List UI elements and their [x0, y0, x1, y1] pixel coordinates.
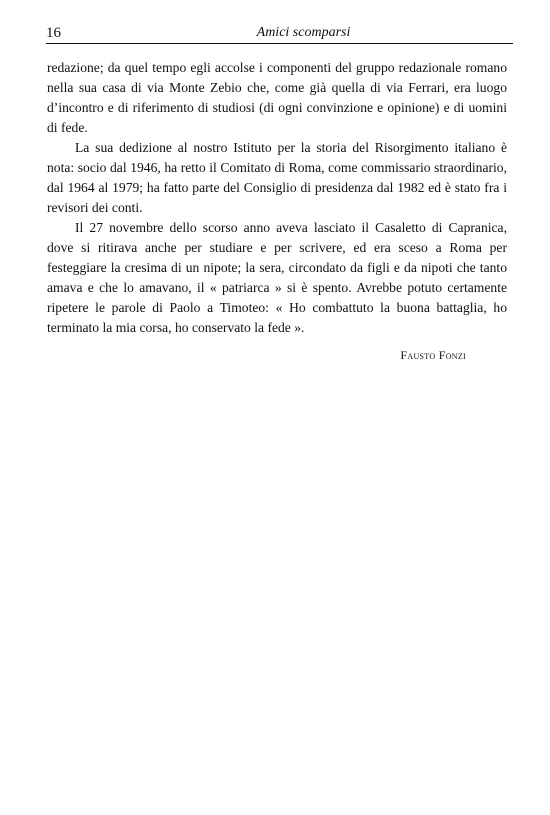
paragraph-2: La sua dedizione al nostro Istituto per la storia del Risorgimento italiano è nota: socio dal 1946, ha retto il Comitato di Roma, come commissario straordinario, dal 1964 al 1979; ha fatto parte del Consiglio di presidenza dal 1982 ed è stato fra i revisori dei conti.: [47, 140, 507, 215]
paragraph-1: redazione; da quel tempo egli accolse i componenti del gruppo redazionale romano nella sua casa di via Monte Zebio che, come già quella di via Ferrari, era luogo d’incontro e di riferimento di studiosi (di ogni convinzione e opinione) e di uomini di fede.: [47, 60, 507, 135]
running-title: Amici scomparsi: [256, 25, 351, 40]
body-text: [47, 58, 507, 338]
paragraph-3: Il 27 novembre dello scorso anno aveva lasciato il Casaletto di Capranica, dove si ritirava anche per studiare e per scrivere, ed era sceso a Roma per festeggiare la cresima di un nipote; la sera, circondato da figli e da nipoti che tanto amava e che lo amavano, il « patriarca » si è spento. Avrebbe potuto certamente ripetere le parole di Paolo a Timoteo: « Ho combattuto la buona battaglia, ho terminato la mia corsa, ho conservato la fede ».: [47, 220, 507, 335]
page-header: [46, 24, 513, 44]
page-number: 16: [46, 25, 61, 41]
header-rule: [46, 43, 513, 44]
author-signature: Fausto Fonzi: [400, 348, 466, 362]
